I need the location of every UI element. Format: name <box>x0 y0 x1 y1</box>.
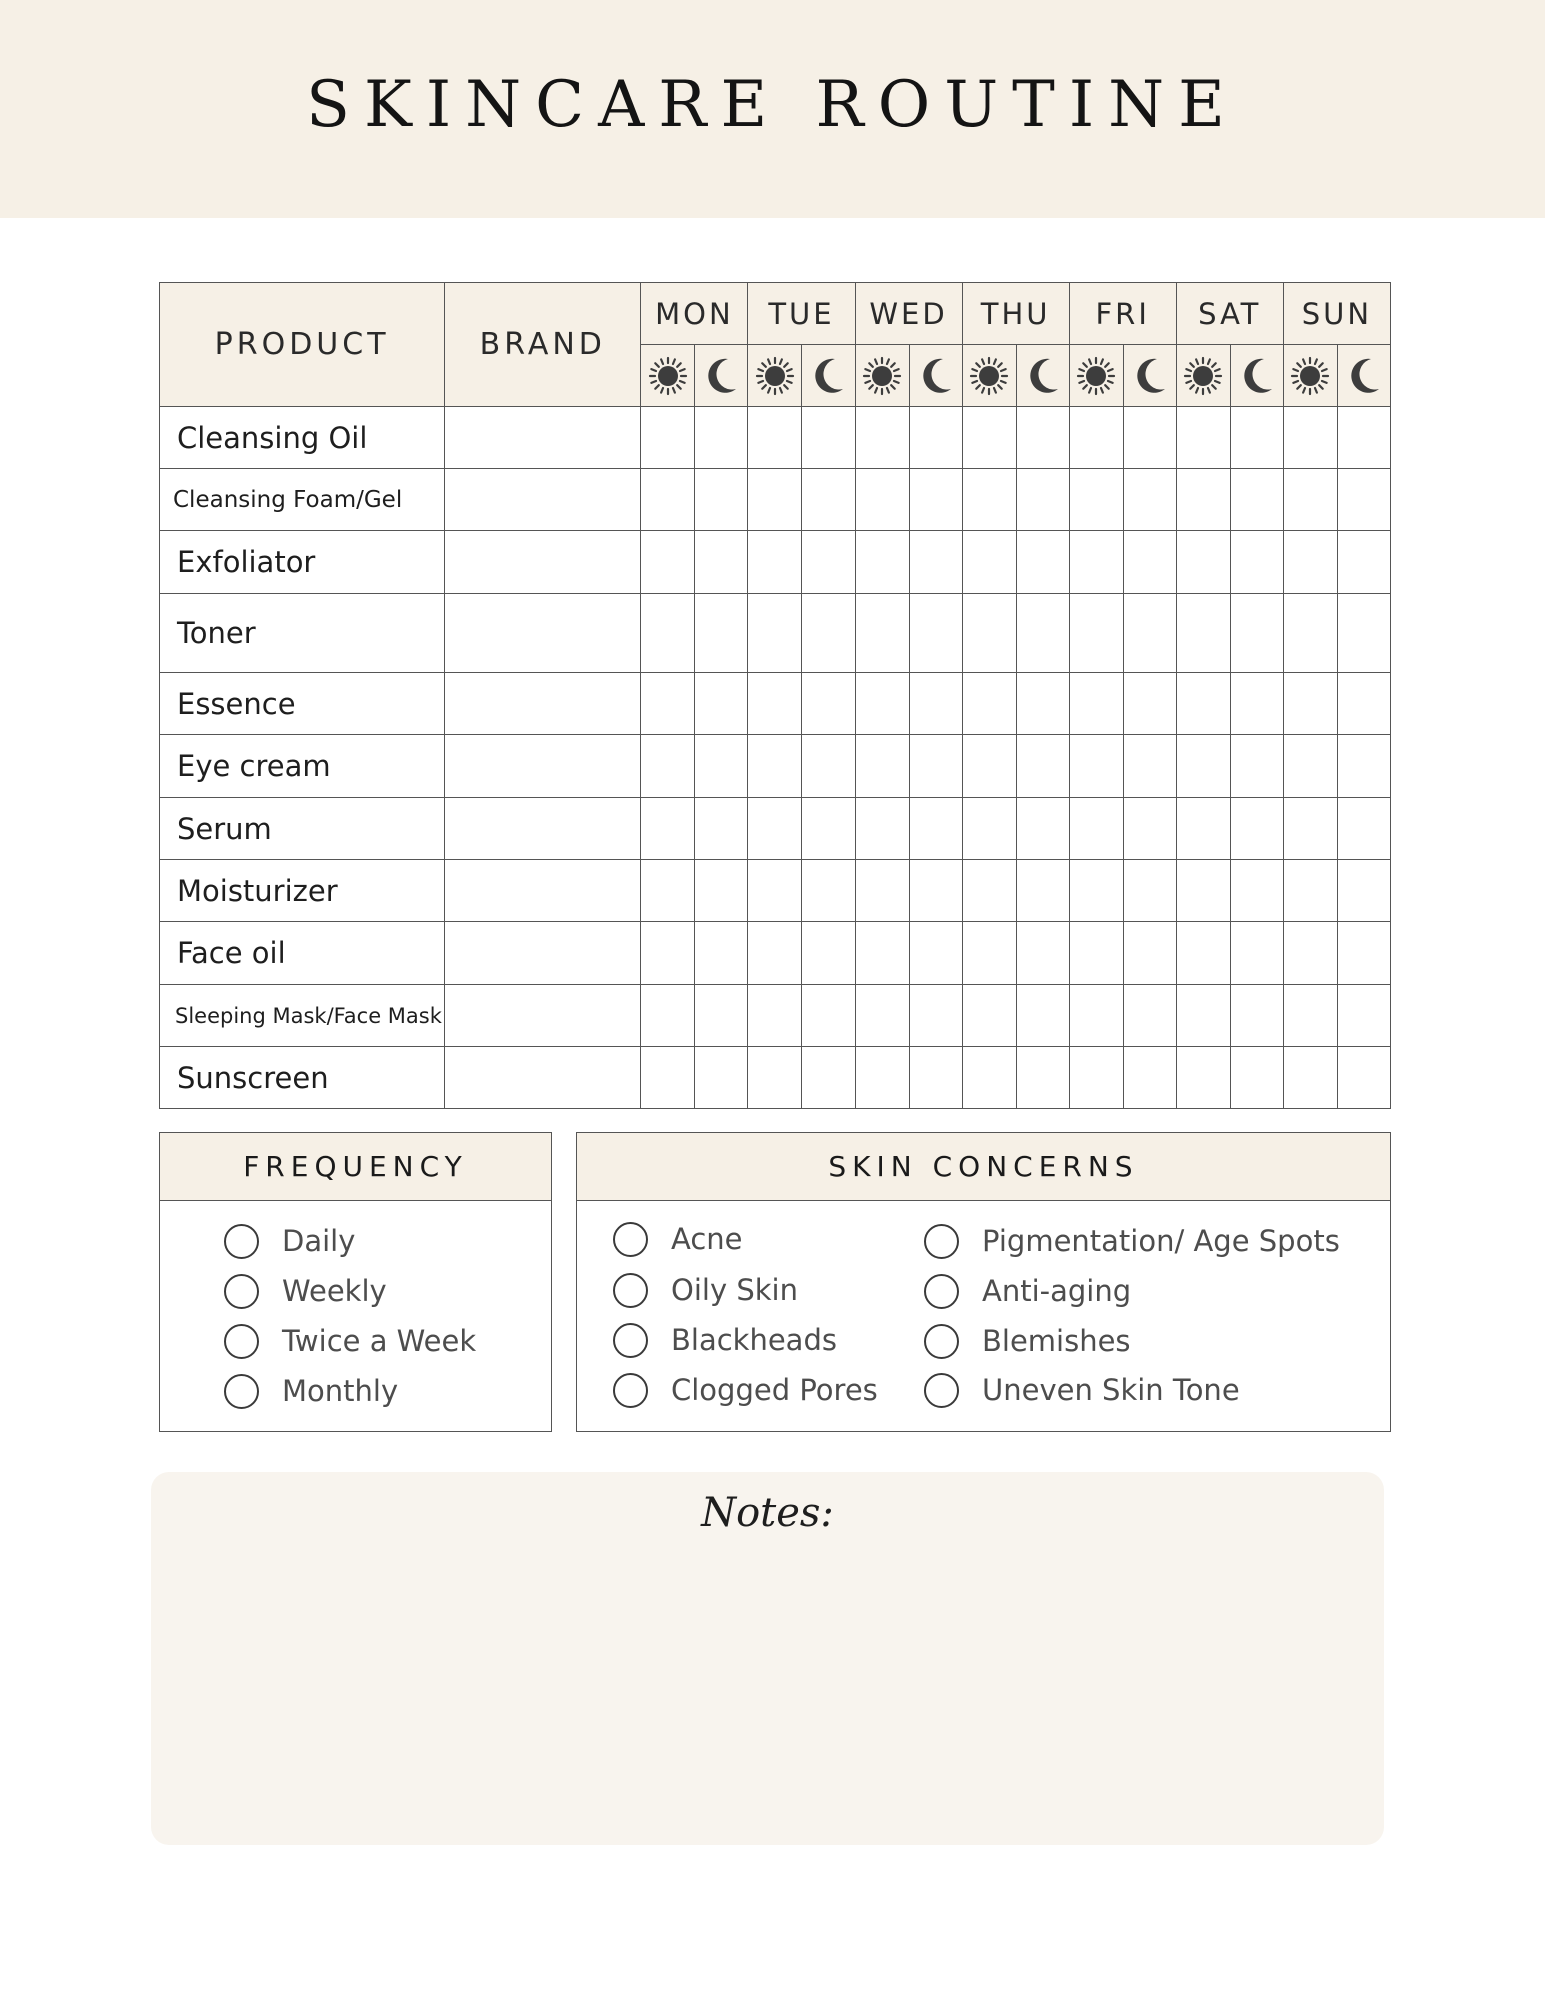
skin-concerns-box <box>576 1132 1391 1432</box>
product-name: Sunscreen <box>160 1047 445 1109</box>
table-row <box>160 673 1391 735</box>
table-row <box>160 922 1391 985</box>
morning-check-cell[interactable] <box>1069 407 1123 469</box>
day-header-wed <box>855 283 962 345</box>
sun-icon <box>1290 356 1330 396</box>
night-check-cell[interactable] <box>909 1047 962 1109</box>
morning-check-cell[interactable] <box>962 985 1016 1047</box>
morning-check-cell[interactable] <box>1283 531 1337 594</box>
night-check-cell[interactable] <box>1016 469 1069 531</box>
night-check-cell[interactable] <box>1230 1047 1283 1109</box>
morning-check-cell[interactable] <box>1176 985 1230 1047</box>
morning-check-cell[interactable] <box>641 407 695 469</box>
morning-check-cell[interactable] <box>962 860 1016 922</box>
night-check-cell[interactable] <box>1230 469 1283 531</box>
notes-title: Notes: <box>701 1490 834 1536</box>
radio-circle-icon[interactable] <box>613 1373 648 1408</box>
night-check-cell[interactable] <box>1230 860 1283 922</box>
radio-circle-icon[interactable] <box>924 1373 959 1408</box>
brand-cell[interactable] <box>445 594 641 673</box>
night-check-cell[interactable] <box>802 407 855 469</box>
night-check-cell[interactable] <box>802 594 855 673</box>
morning-check-cell[interactable] <box>1176 735 1230 798</box>
night-check-cell[interactable] <box>1123 1047 1176 1109</box>
morning-check-cell[interactable] <box>855 531 909 594</box>
product-name: Essence <box>160 673 445 735</box>
night-check-cell[interactable] <box>1123 673 1176 735</box>
table-row <box>160 735 1391 798</box>
night-cell <box>1123 345 1176 407</box>
night-cell <box>1337 345 1390 407</box>
concern-option-pigmentation[interactable] <box>924 1221 1340 1261</box>
night-check-cell[interactable] <box>909 469 962 531</box>
morning-check-cell[interactable] <box>641 673 695 735</box>
night-check-cell[interactable] <box>802 1047 855 1109</box>
morning-cell <box>748 345 802 407</box>
radio-circle-icon[interactable] <box>613 1273 648 1308</box>
frequency-box <box>159 1132 552 1432</box>
night-check-cell[interactable] <box>695 922 748 985</box>
moon-icon <box>808 356 848 396</box>
brand-cell[interactable] <box>445 922 641 985</box>
moon-icon <box>1023 356 1063 396</box>
day-label: THU <box>980 296 1051 331</box>
radio-circle-icon[interactable] <box>924 1274 959 1309</box>
night-check-cell[interactable] <box>1337 673 1390 735</box>
night-check-cell[interactable] <box>695 735 748 798</box>
night-check-cell[interactable] <box>909 860 962 922</box>
night-check-cell[interactable] <box>909 798 962 860</box>
option-label: Anti-aging <box>982 1274 1132 1308</box>
brand-cell[interactable] <box>445 407 641 469</box>
morning-check-cell[interactable] <box>1176 469 1230 531</box>
night-check-cell[interactable] <box>909 735 962 798</box>
radio-circle-icon[interactable] <box>924 1324 959 1359</box>
sun-icon <box>648 356 688 396</box>
morning-check-cell[interactable] <box>962 531 1016 594</box>
night-check-cell[interactable] <box>1337 735 1390 798</box>
morning-check-cell[interactable] <box>748 531 802 594</box>
morning-check-cell[interactable] <box>641 594 695 673</box>
day-header-sun <box>1283 283 1390 345</box>
night-check-cell[interactable] <box>1123 594 1176 673</box>
night-check-cell[interactable] <box>1016 531 1069 594</box>
night-check-cell[interactable] <box>695 985 748 1047</box>
table-row <box>160 1047 1391 1109</box>
brand-cell[interactable] <box>445 860 641 922</box>
morning-check-cell[interactable] <box>1176 860 1230 922</box>
morning-check-cell[interactable] <box>1283 735 1337 798</box>
option-label: Uneven Skin Tone <box>982 1373 1240 1407</box>
night-check-cell[interactable] <box>1337 469 1390 531</box>
morning-check-cell[interactable] <box>748 407 802 469</box>
day-header-mon <box>641 283 748 345</box>
concern-option-oily-skin[interactable] <box>613 1270 798 1310</box>
night-check-cell[interactable] <box>1230 594 1283 673</box>
brand-cell[interactable] <box>445 469 641 531</box>
night-check-cell[interactable] <box>1230 922 1283 985</box>
product-name: Cleansing Oil <box>160 407 445 469</box>
table-row <box>160 985 1391 1047</box>
night-check-cell[interactable] <box>1016 673 1069 735</box>
night-check-cell[interactable] <box>1337 1047 1390 1109</box>
night-check-cell[interactable] <box>1230 407 1283 469</box>
morning-check-cell[interactable] <box>1283 798 1337 860</box>
morning-cell <box>1069 345 1123 407</box>
option-label: Monthly <box>282 1374 399 1408</box>
night-check-cell[interactable] <box>1337 594 1390 673</box>
morning-check-cell[interactable] <box>641 798 695 860</box>
night-check-cell[interactable] <box>1016 594 1069 673</box>
night-cell <box>1016 345 1069 407</box>
concern-option-acne[interactable] <box>613 1219 743 1259</box>
morning-check-cell[interactable] <box>748 1047 802 1109</box>
brand-cell[interactable] <box>445 735 641 798</box>
morning-check-cell[interactable] <box>962 798 1016 860</box>
morning-check-cell[interactable] <box>1283 1047 1337 1109</box>
morning-check-cell[interactable] <box>1176 594 1230 673</box>
morning-cell <box>962 345 1016 407</box>
moon-icon <box>701 356 741 396</box>
night-check-cell[interactable] <box>1016 1047 1069 1109</box>
skin-concerns-title: SKIN CONCERNS <box>577 1133 1390 1201</box>
morning-check-cell[interactable] <box>855 985 909 1047</box>
morning-check-cell[interactable] <box>1069 922 1123 985</box>
moon-icon <box>1237 356 1277 396</box>
frequency-title: FREQUENCY <box>160 1133 551 1201</box>
night-check-cell[interactable] <box>1123 469 1176 531</box>
option-label: Clogged Pores <box>671 1373 878 1407</box>
table-row <box>160 531 1391 594</box>
morning-check-cell[interactable] <box>1069 860 1123 922</box>
night-check-cell[interactable] <box>1337 922 1390 985</box>
radio-circle-icon[interactable] <box>224 1274 259 1309</box>
morning-check-cell[interactable] <box>1069 531 1123 594</box>
morning-check-cell[interactable] <box>1069 594 1123 673</box>
frequency-option-daily[interactable] <box>224 1221 355 1261</box>
night-check-cell[interactable] <box>695 594 748 673</box>
brand-cell[interactable] <box>445 531 641 594</box>
morning-cell <box>1176 345 1230 407</box>
option-label: Pigmentation/ Age Spots <box>982 1224 1340 1258</box>
option-label: Daily <box>282 1224 356 1258</box>
morning-check-cell[interactable] <box>1069 1047 1123 1109</box>
morning-check-cell[interactable] <box>962 594 1016 673</box>
table-row <box>160 860 1391 922</box>
night-check-cell[interactable] <box>1337 798 1390 860</box>
product-name: Toner <box>160 594 445 673</box>
morning-check-cell[interactable] <box>1069 735 1123 798</box>
morning-check-cell[interactable] <box>748 594 802 673</box>
frequency-option-monthly[interactable] <box>224 1371 398 1411</box>
product-name: Exfoliator <box>160 531 445 594</box>
night-check-cell[interactable] <box>1016 735 1069 798</box>
morning-check-cell[interactable] <box>1283 860 1337 922</box>
night-check-cell[interactable] <box>1123 735 1176 798</box>
night-check-cell[interactable] <box>802 531 855 594</box>
morning-check-cell[interactable] <box>748 673 802 735</box>
day-label: MON <box>655 296 734 331</box>
radio-circle-icon[interactable] <box>613 1323 648 1358</box>
night-check-cell[interactable] <box>1123 798 1176 860</box>
night-check-cell[interactable] <box>695 1047 748 1109</box>
night-check-cell[interactable] <box>1337 860 1390 922</box>
morning-check-cell[interactable] <box>962 469 1016 531</box>
morning-check-cell[interactable] <box>1283 922 1337 985</box>
morning-check-cell[interactable] <box>641 469 695 531</box>
night-check-cell[interactable] <box>1337 531 1390 594</box>
morning-check-cell[interactable] <box>1176 531 1230 594</box>
product-header <box>160 283 445 407</box>
night-check-cell[interactable] <box>1230 798 1283 860</box>
radio-circle-icon[interactable] <box>224 1374 259 1409</box>
morning-check-cell[interactable] <box>748 985 802 1047</box>
night-check-cell[interactable] <box>1016 922 1069 985</box>
day-label: WED <box>869 296 948 331</box>
night-check-cell[interactable] <box>1230 531 1283 594</box>
morning-check-cell[interactable] <box>962 1047 1016 1109</box>
night-check-cell[interactable] <box>1337 407 1390 469</box>
day-header-fri <box>1069 283 1176 345</box>
routine-table <box>159 282 1391 1109</box>
night-check-cell[interactable] <box>1123 860 1176 922</box>
morning-check-cell[interactable] <box>1283 594 1337 673</box>
night-check-cell[interactable] <box>1016 798 1069 860</box>
night-check-cell[interactable] <box>1337 985 1390 1047</box>
table-row <box>160 594 1391 673</box>
night-check-cell[interactable] <box>802 798 855 860</box>
concern-option-blackheads[interactable] <box>613 1320 837 1360</box>
night-cell <box>802 345 855 407</box>
moon-icon <box>916 356 956 396</box>
morning-check-cell[interactable] <box>962 673 1016 735</box>
moon-icon <box>1344 356 1384 396</box>
morning-cell <box>1283 345 1337 407</box>
morning-cell <box>855 345 909 407</box>
option-label: Acne <box>671 1222 743 1256</box>
brand-header-label: BRAND <box>479 327 606 362</box>
night-cell <box>909 345 962 407</box>
radio-circle-icon[interactable] <box>224 1324 259 1359</box>
morning-check-cell[interactable] <box>748 860 802 922</box>
concern-option-anti-aging[interactable] <box>924 1271 1131 1311</box>
table-row <box>160 407 1391 469</box>
day-header-sat <box>1176 283 1283 345</box>
morning-check-cell[interactable] <box>1176 922 1230 985</box>
sun-icon <box>969 356 1009 396</box>
morning-check-cell[interactable] <box>1283 673 1337 735</box>
radio-circle-icon[interactable] <box>613 1222 648 1257</box>
brand-cell[interactable] <box>445 798 641 860</box>
product-name: Face oil <box>160 922 445 985</box>
morning-check-cell[interactable] <box>748 469 802 531</box>
night-check-cell[interactable] <box>1230 673 1283 735</box>
option-label: Twice a Week <box>282 1324 477 1358</box>
night-cell <box>1230 345 1283 407</box>
night-check-cell[interactable] <box>909 594 962 673</box>
night-check-cell[interactable] <box>1016 407 1069 469</box>
morning-check-cell[interactable] <box>641 985 695 1047</box>
concern-option-clogged-pores[interactable] <box>613 1370 878 1410</box>
morning-check-cell[interactable] <box>855 798 909 860</box>
night-check-cell[interactable] <box>1230 985 1283 1047</box>
day-label: SUN <box>1301 296 1373 331</box>
morning-check-cell[interactable] <box>855 735 909 798</box>
morning-check-cell[interactable] <box>748 798 802 860</box>
morning-check-cell[interactable] <box>1069 469 1123 531</box>
product-rows <box>160 407 1391 1109</box>
morning-check-cell[interactable] <box>641 735 695 798</box>
morning-check-cell[interactable] <box>855 860 909 922</box>
frequency-option-twice-a-week[interactable] <box>224 1321 476 1361</box>
morning-check-cell[interactable] <box>641 860 695 922</box>
morning-check-cell[interactable] <box>1283 469 1337 531</box>
morning-check-cell[interactable] <box>855 407 909 469</box>
sun-icon <box>755 356 795 396</box>
morning-check-cell[interactable] <box>855 594 909 673</box>
morning-check-cell[interactable] <box>641 922 695 985</box>
night-check-cell[interactable] <box>695 407 748 469</box>
night-check-cell[interactable] <box>909 985 962 1047</box>
option-label: Blemishes <box>982 1324 1131 1358</box>
day-label: SAT <box>1198 296 1262 331</box>
option-label: Blackheads <box>671 1323 837 1357</box>
option-label: Weekly <box>282 1274 387 1308</box>
option-label: Oily Skin <box>671 1273 798 1307</box>
night-cell <box>695 345 748 407</box>
morning-check-cell[interactable] <box>1176 673 1230 735</box>
morning-check-cell[interactable] <box>1176 798 1230 860</box>
radio-circle-icon[interactable] <box>924 1224 959 1259</box>
night-check-cell[interactable] <box>1123 531 1176 594</box>
brand-header <box>445 283 641 407</box>
morning-check-cell[interactable] <box>1283 407 1337 469</box>
concern-option-blemishes[interactable] <box>924 1321 1131 1361</box>
night-check-cell[interactable] <box>802 860 855 922</box>
product-name: Moisturizer <box>160 860 445 922</box>
product-header-label: PRODUCT <box>214 327 390 362</box>
morning-check-cell[interactable] <box>1176 1047 1230 1109</box>
notes-area[interactable] <box>151 1472 1384 1845</box>
day-header-tue <box>748 283 855 345</box>
night-check-cell[interactable] <box>695 860 748 922</box>
night-check-cell[interactable] <box>909 407 962 469</box>
moon-icon <box>1130 356 1170 396</box>
morning-check-cell[interactable] <box>855 922 909 985</box>
night-check-cell[interactable] <box>1016 860 1069 922</box>
brand-cell[interactable] <box>445 673 641 735</box>
night-check-cell[interactable] <box>695 531 748 594</box>
concern-option-uneven-skin-tone[interactable] <box>924 1370 1240 1410</box>
night-check-cell[interactable] <box>1123 407 1176 469</box>
night-check-cell[interactable] <box>802 735 855 798</box>
sun-icon <box>1076 356 1116 396</box>
night-check-cell[interactable] <box>1123 922 1176 985</box>
night-check-cell[interactable] <box>909 531 962 594</box>
morning-check-cell[interactable] <box>855 1047 909 1109</box>
night-check-cell[interactable] <box>909 673 962 735</box>
table-row <box>160 469 1391 531</box>
night-check-cell[interactable] <box>802 922 855 985</box>
night-check-cell[interactable] <box>695 798 748 860</box>
product-name: Sleeping Mask/Face Mask <box>160 985 445 1047</box>
night-check-cell[interactable] <box>695 673 748 735</box>
night-check-cell[interactable] <box>695 469 748 531</box>
day-label: TUE <box>768 296 835 331</box>
frequency-option-weekly[interactable] <box>224 1271 387 1311</box>
morning-check-cell[interactable] <box>641 531 695 594</box>
morning-check-cell[interactable] <box>962 735 1016 798</box>
morning-check-cell[interactable] <box>1069 673 1123 735</box>
morning-check-cell[interactable] <box>962 407 1016 469</box>
morning-cell <box>641 345 695 407</box>
brand-cell[interactable] <box>445 1047 641 1109</box>
night-check-cell[interactable] <box>909 922 962 985</box>
day-header-thu <box>962 283 1069 345</box>
morning-check-cell[interactable] <box>1069 798 1123 860</box>
sun-icon <box>862 356 902 396</box>
night-check-cell[interactable] <box>802 985 855 1047</box>
brand-cell[interactable] <box>445 985 641 1047</box>
product-name: Eye cream <box>160 735 445 798</box>
product-name: Cleansing Foam/Gel <box>160 469 445 531</box>
morning-check-cell[interactable] <box>962 922 1016 985</box>
product-name: Serum <box>160 798 445 860</box>
sun-icon <box>1183 356 1223 396</box>
radio-circle-icon[interactable] <box>224 1224 259 1259</box>
night-check-cell[interactable] <box>1016 985 1069 1047</box>
morning-check-cell[interactable] <box>748 735 802 798</box>
table-row <box>160 798 1391 860</box>
morning-check-cell[interactable] <box>1176 407 1230 469</box>
morning-check-cell[interactable] <box>855 673 909 735</box>
night-check-cell[interactable] <box>802 469 855 531</box>
night-check-cell[interactable] <box>1230 735 1283 798</box>
night-check-cell[interactable] <box>1123 985 1176 1047</box>
morning-check-cell[interactable] <box>748 922 802 985</box>
morning-check-cell[interactable] <box>1283 985 1337 1047</box>
morning-check-cell[interactable] <box>855 469 909 531</box>
page-title: SKINCARE ROUTINE <box>306 68 1239 142</box>
morning-check-cell[interactable] <box>641 1047 695 1109</box>
morning-check-cell[interactable] <box>1069 985 1123 1047</box>
night-check-cell[interactable] <box>802 673 855 735</box>
day-label: FRI <box>1095 296 1150 331</box>
